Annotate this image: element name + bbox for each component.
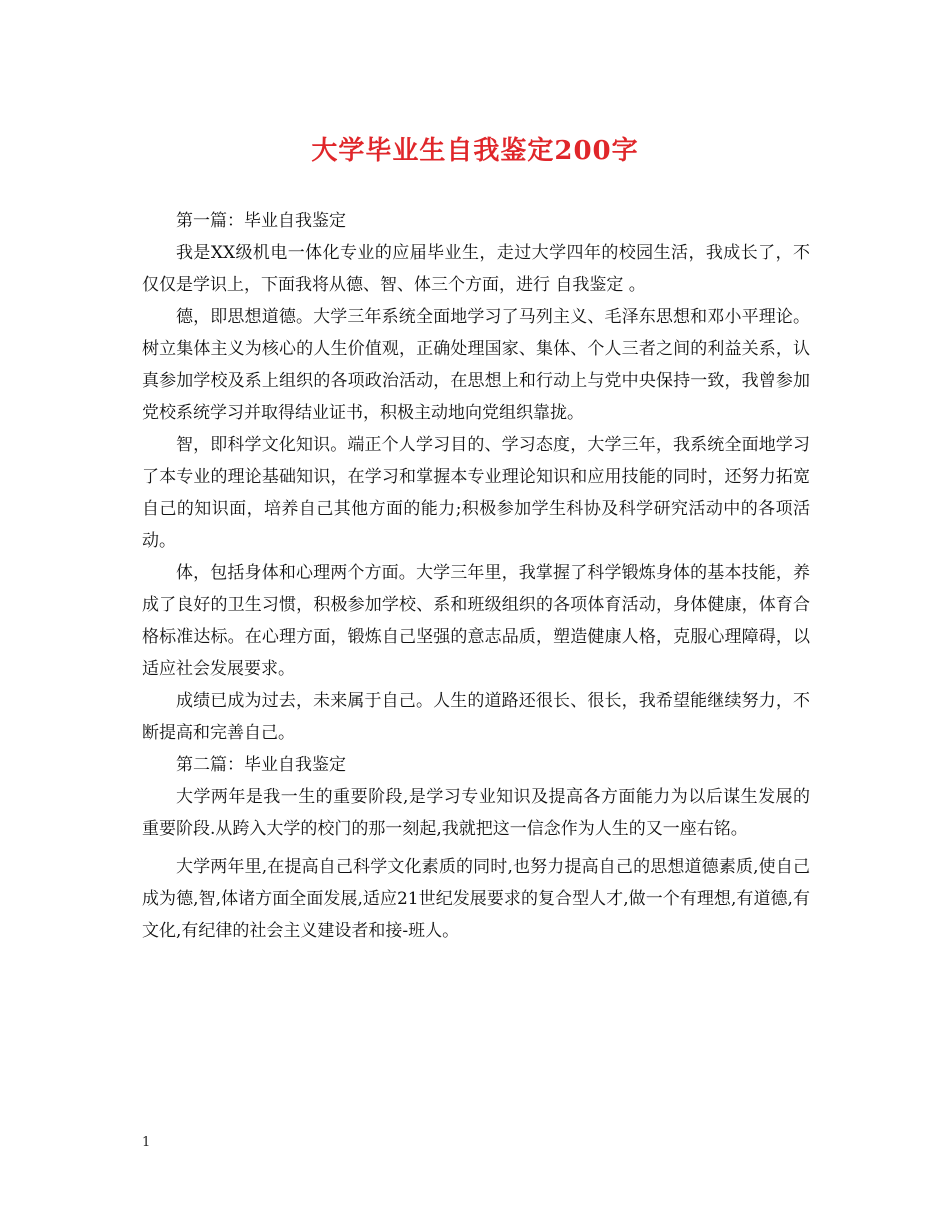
paragraph-conclusion: 成绩已成为过去，未来属于自己。人生的道路还很长、很长，我希望能继续努力，不断提高和完善自己。 xyxy=(142,691,810,743)
paragraph-physical: 体，包括身体和心理两个方面。大学三年里，我掌握了科学锻炼身体的基本技能，养成了良好的卫生习惯，积极参加学校、系和班级组织的各项体育活动，身体健康，体育合格标准达标。在心理方面，锻炼自己坚强的意志品质，塑造健康人格，克服心理障碍，以适应社会发展要求。 xyxy=(142,563,810,679)
section-heading-2: 第二篇：毕业自我鉴定 xyxy=(176,755,346,775)
section-heading-1: 第一篇：毕业自我鉴定 xyxy=(176,211,346,231)
paragraph-quality: 大学两年里,在提高自己科学文化素质的同时,也努力提高自己的思想道德素质,使自己成为德,智,体诸方面全面发展,适应21世纪发展要求的复合型人才,做一个有理想,有道德,有文化,有纪律的社会主义建设者和接-班人。 xyxy=(142,857,810,941)
page-number: 1 xyxy=(142,1135,151,1150)
paragraph-morality: 德，即思想道德。大学三年系统全面地学习了马列主义、毛泽东思想和邓小平理论。树立集体主义为核心的人生价值观，正确处理国家、集体、个人三者之间的利益关系，认真参加学校及系上组织的各项政治活动，在思想上和行动上与党中央保持一致，我曾参加党校系统学习并取得结业证书，积极主动地向党组织靠拢。 xyxy=(142,307,810,423)
document-title: 大学毕业生自我鉴定200字 xyxy=(311,136,639,166)
paragraph-intro: 我是XX级机电一体化专业的应届毕业生，走过大学四年的校园生活，我成长了，不仅仅是学识上，下面我将从德、智、体三个方面，进行 自我鉴定 。 xyxy=(142,243,810,295)
paragraph-two-years: 大学两年是我一生的重要阶段,是学习专业知识及提高各方面能力为以后谋生发展的重要阶段.从跨入大学的校门的那一刻起,我就把这一信念作为人生的又一座右铭。 xyxy=(142,787,810,839)
document-body xyxy=(142,205,810,947)
paragraph-knowledge: 智，即科学文化知识。端正个人学习目的、学习态度，大学三年，我系统全面地学习了本专业的理论基础知识，在学习和掌握本专业理论知识和应用技能的同时，还努力拓宽自己的知识面，培养自己其他方面的能力;积极参加学生科协及科学研究活动中的各项活动。 xyxy=(142,435,810,551)
